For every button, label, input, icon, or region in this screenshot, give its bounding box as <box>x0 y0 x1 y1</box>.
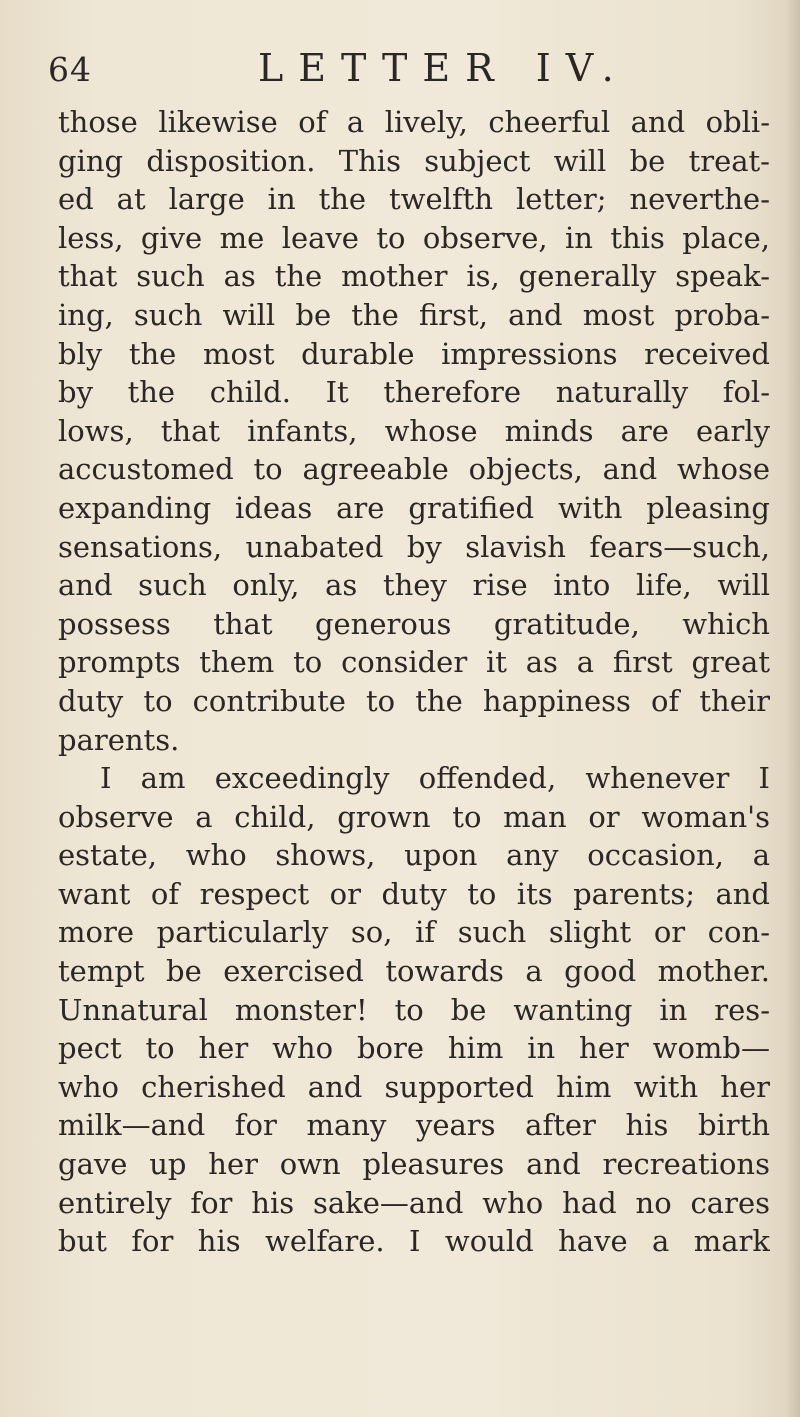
text-line: duty to contribute to the happiness of their <box>58 683 770 718</box>
text-line: possess that generous gratitude, which <box>58 606 770 641</box>
text-line: entirely for his sake—and who had no cares <box>58 1185 770 1220</box>
text-line: by the child. It therefore naturally fol- <box>58 375 770 410</box>
text-line: and such only, as they rise into life, will <box>58 568 770 603</box>
text-line: expanding ideas are gratified with pleasing <box>58 490 770 525</box>
page-header <box>0 46 800 96</box>
text-line: estate, who shows, upon any occasion, a <box>58 838 770 873</box>
text-line: ing, such will be the first, and most proba- <box>58 297 770 332</box>
text-line: those likewise of a lively, cheerful and obli- <box>58 105 770 139</box>
text-line: bly the most durable impressions received <box>58 336 770 371</box>
text-line: pect to her who bore him in her womb— <box>58 1031 770 1066</box>
text-line: Unnatural monster! to be wanting in res- <box>58 992 770 1027</box>
text-line: observe a child, grown to man or woman's <box>58 799 770 834</box>
text-line: sensations, unabated by slavish fears—such, <box>58 529 770 564</box>
paragraph-start-line: I am exceedingly offended, whenever I <box>100 761 770 796</box>
text-line: that such as the mother is, generally speak- <box>58 259 770 294</box>
text-line: tempt be exercised towards a good mother. <box>58 954 770 989</box>
text-line: but for his welfare. I would have a mark <box>58 1224 770 1259</box>
text-line: less, give me leave to observe, in this place, <box>58 220 770 255</box>
text-line: milk—and for many years after his birth <box>58 1108 770 1143</box>
text-line: prompts them to consider it as a first great <box>58 645 770 680</box>
page-number: 64 <box>48 50 92 89</box>
text-line: ging disposition. This subject will be treat- <box>58 143 770 178</box>
text-line: accustomed to agreeable objects, and whose <box>58 452 770 487</box>
text-line: gave up her own pleasures and recreations <box>58 1147 770 1182</box>
text-line: ed at large in the twelfth letter; neverthe- <box>58 182 770 217</box>
text-line: lows, that infants, whose minds are early <box>58 413 770 448</box>
paragraph-end-line: parents. <box>58 722 180 757</box>
text-line: want of respect or duty to its parents; and <box>58 876 770 911</box>
text-line: more particularly so, if such slight or con- <box>58 915 770 950</box>
body-text <box>58 103 770 1261</box>
running-head: LETTER IV. <box>258 46 629 90</box>
text-line: who cherished and supported him with her <box>58 1069 770 1104</box>
